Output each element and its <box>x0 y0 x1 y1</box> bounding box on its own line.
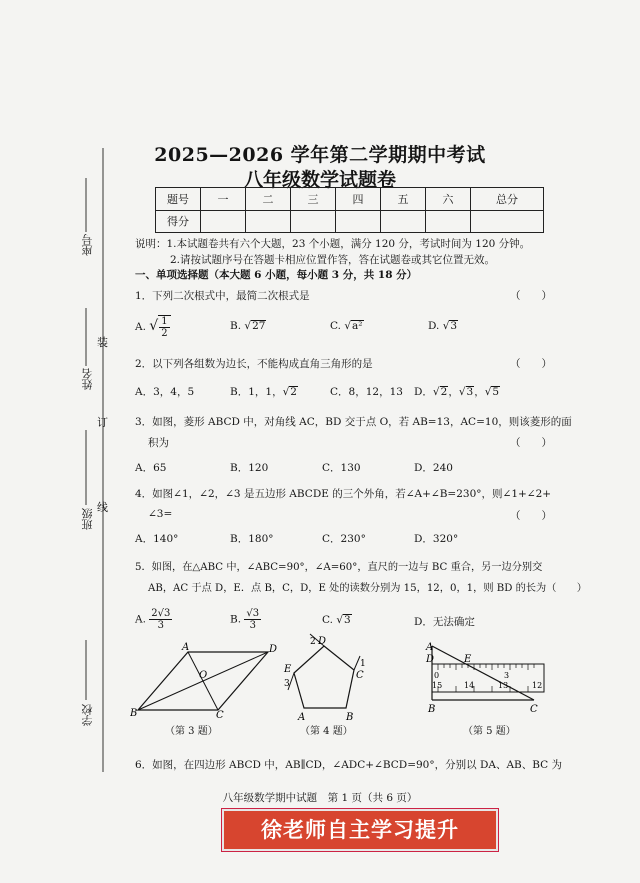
vertex-label: C <box>216 710 224 718</box>
option-label: C. <box>330 320 341 332</box>
score-cell <box>246 210 291 233</box>
option-d: D．无法确定 <box>414 616 475 628</box>
fraction <box>149 608 172 631</box>
question-3-stem-cont: 积为 <box>148 437 169 449</box>
vertex-label: E <box>284 664 292 675</box>
ruler-reading: 3 <box>504 671 510 680</box>
seal-xian: 线 <box>97 501 108 514</box>
score-header-cell: 总分 <box>471 188 544 211</box>
question-4-stem: 4．如图∠1，∠2，∠3 是五边形 ABCDE 的三个外角，若∠A+∠B=230°，则∠1+∠2+ <box>135 488 552 500</box>
option-label: D． <box>414 386 433 398</box>
radicand: 3 <box>344 614 351 626</box>
radicand: 27 <box>252 320 266 332</box>
vertex-label: D <box>426 654 435 665</box>
banner-text: 徐老师自主学习提升 <box>261 818 459 842</box>
score-cell <box>291 210 336 233</box>
name-label: 姓名 <box>81 368 94 390</box>
question-2-stem: 2．以下列各组数为边长，不能构成直角三角形的是 <box>135 358 373 370</box>
radicand: 3 <box>450 320 458 332</box>
option-c: C．8，12，13 <box>330 386 403 398</box>
numerator: 2√3 <box>151 608 171 619</box>
fraction <box>158 315 170 339</box>
option-b: B．1，1，√2 <box>230 386 297 398</box>
vertex-label: C <box>530 704 538 715</box>
numerator: 1 <box>161 316 168 327</box>
score-header-cell: 题号 <box>156 188 201 211</box>
option-b <box>230 608 261 631</box>
score-header-cell: 二 <box>246 188 291 211</box>
exam-title: 2025—2026 学年第二学期期中考试 <box>154 144 486 166</box>
separator: ， <box>474 386 485 398</box>
option-d: D．320° <box>414 533 459 545</box>
seat-number-label: 座号 <box>81 234 94 256</box>
fraction <box>244 608 261 631</box>
question-4-stem-cont: ∠3= <box>148 508 173 520</box>
score-cell <box>471 210 544 233</box>
option-a <box>135 608 172 631</box>
seal-zhuang: 装 <box>97 336 108 349</box>
vertex-label: B <box>130 708 138 718</box>
question-6-stem: 6．如图，在四边形 ABCD 中，AB∥CD，∠ADC+∠BCD=90°，分别以 DA、AB、BC 为 <box>135 759 563 771</box>
option-a: A．65 <box>135 462 167 474</box>
radicand: 5 <box>492 386 500 398</box>
instruction-2: 2.请按试题序号在答题卡相应位置作答，答在试题卷或其它位置无效。 <box>170 254 496 266</box>
option-c: C．130 <box>322 462 361 474</box>
option-b: B. √27 <box>230 320 266 332</box>
denominator: 3 <box>249 620 256 631</box>
exam-subtitle: 八年级数学试题卷 <box>243 169 396 191</box>
figure-4-pentagon <box>280 628 375 723</box>
figure-5-caption: （第 5 题） <box>463 726 516 737</box>
question-5-stem: 5．如图，在△ABC 中，∠ABC=90°，∠A=60°，直尺的一边与 BC 重合，另一边分别交 <box>135 562 543 573</box>
answer-bracket: （ ） <box>510 437 552 449</box>
figure-5-ruler-triangle <box>424 640 554 716</box>
option-label: B．1，1， <box>230 386 283 398</box>
angle-label: 1 <box>360 659 366 669</box>
vertex-label: D <box>269 644 278 655</box>
option-d: D. √3 <box>428 320 458 332</box>
option-label: C. <box>322 614 333 626</box>
score-header-cell: 一 <box>201 188 246 211</box>
figure-4-caption: （第 4 题） <box>300 726 353 737</box>
option-b: B．120 <box>230 462 269 474</box>
figure-3-rhombus <box>130 640 280 718</box>
numerator: √3 <box>246 608 260 619</box>
option-label: B. <box>230 320 242 332</box>
ruler-reading: 12 <box>532 681 543 690</box>
option-label: A. <box>135 613 146 626</box>
vertex-label: A <box>426 642 434 653</box>
score-cell <box>336 210 381 233</box>
option-b: B．180° <box>230 533 274 545</box>
denominator: 3 <box>157 620 164 631</box>
seal-ding: 订 <box>97 416 108 429</box>
class-label: 班级 <box>81 508 94 530</box>
option-d: D．240 <box>414 462 453 474</box>
question-3-stem: 3．如图，菱形 ABCD 中，对角线 AC，BD 交于点 O，若 AB=13，AC=10，则该菱形的面 <box>135 416 572 428</box>
angle-label: 3 <box>284 679 290 689</box>
score-row-label: 得分 <box>156 210 201 233</box>
vertex-label: E <box>464 654 472 665</box>
vertex-label: O <box>199 670 208 681</box>
ruler-reading: 13 <box>498 681 509 690</box>
section-heading: 一、单项选择题（本大题 6 小题，每小题 3 分，共 18 分） <box>135 269 418 281</box>
ruler-ticks <box>438 664 534 692</box>
separator: ， <box>448 386 459 398</box>
vertex-label: B <box>346 712 354 723</box>
answer-bracket: （ ） <box>510 510 552 522</box>
option-d: D．√2，√3，√5 <box>414 386 500 398</box>
score-cell <box>426 210 471 233</box>
answer-bracket: （ ） <box>510 290 552 302</box>
vertex-label: C <box>356 670 364 681</box>
vertex-label: A <box>182 642 190 653</box>
option-a: A．140° <box>135 533 179 545</box>
option-label: D. <box>428 320 440 332</box>
score-cell <box>201 210 246 233</box>
ruler-reading: 15 <box>432 681 443 690</box>
score-header-cell: 六 <box>426 188 471 211</box>
denominator: 2 <box>161 328 168 339</box>
question-5-stem-cont: AB，AC 于点 D，E．点 B，C，D，E 处的读数分别为 15，12，0，1，则 BD 的长为（ ） <box>148 583 587 594</box>
question-1-stem: 1．下列二次根式中，最简二次根式是 <box>135 290 310 302</box>
radicand: a² <box>352 320 363 332</box>
page-footer: 八年级数学期中试题 第 1 页（共 6 页） <box>222 792 418 804</box>
angle-label: 2 <box>310 637 316 647</box>
option-label: B. <box>230 613 242 626</box>
sqrt-sign: √ <box>149 318 159 334</box>
ruler-reading: 0 <box>434 671 440 680</box>
watermark-banner <box>222 809 498 851</box>
option-c: C．230° <box>322 533 366 545</box>
score-cell <box>381 210 426 233</box>
ruler-reading: 14 <box>464 681 475 690</box>
instruction-1: 说明：1.本试题卷共有六个大题，23 个小题，满分 120 分，考试时间为 120 分钟。 <box>135 238 531 250</box>
school-label: 学校 <box>81 704 94 726</box>
option-label: A. <box>135 321 146 333</box>
option-a: A．3，4，5 <box>135 386 195 398</box>
vertex-label: D <box>318 636 327 647</box>
score-table <box>155 187 544 233</box>
score-header-cell: 五 <box>381 188 426 211</box>
vertex-label: B <box>428 704 436 715</box>
option-c: C. √3 <box>322 614 351 626</box>
radicand: 2 <box>290 386 297 398</box>
score-header-cell: 四 <box>336 188 381 211</box>
radicand: 3 <box>466 386 474 398</box>
figure-3-caption: （第 3 题） <box>165 726 218 737</box>
option-c: C. √a² <box>330 320 363 332</box>
answer-bracket: （ ） <box>510 358 552 370</box>
option-a <box>135 315 171 339</box>
radicand: 2 <box>440 386 448 398</box>
score-header-cell: 三 <box>291 188 336 211</box>
vertex-label: A <box>298 712 306 723</box>
